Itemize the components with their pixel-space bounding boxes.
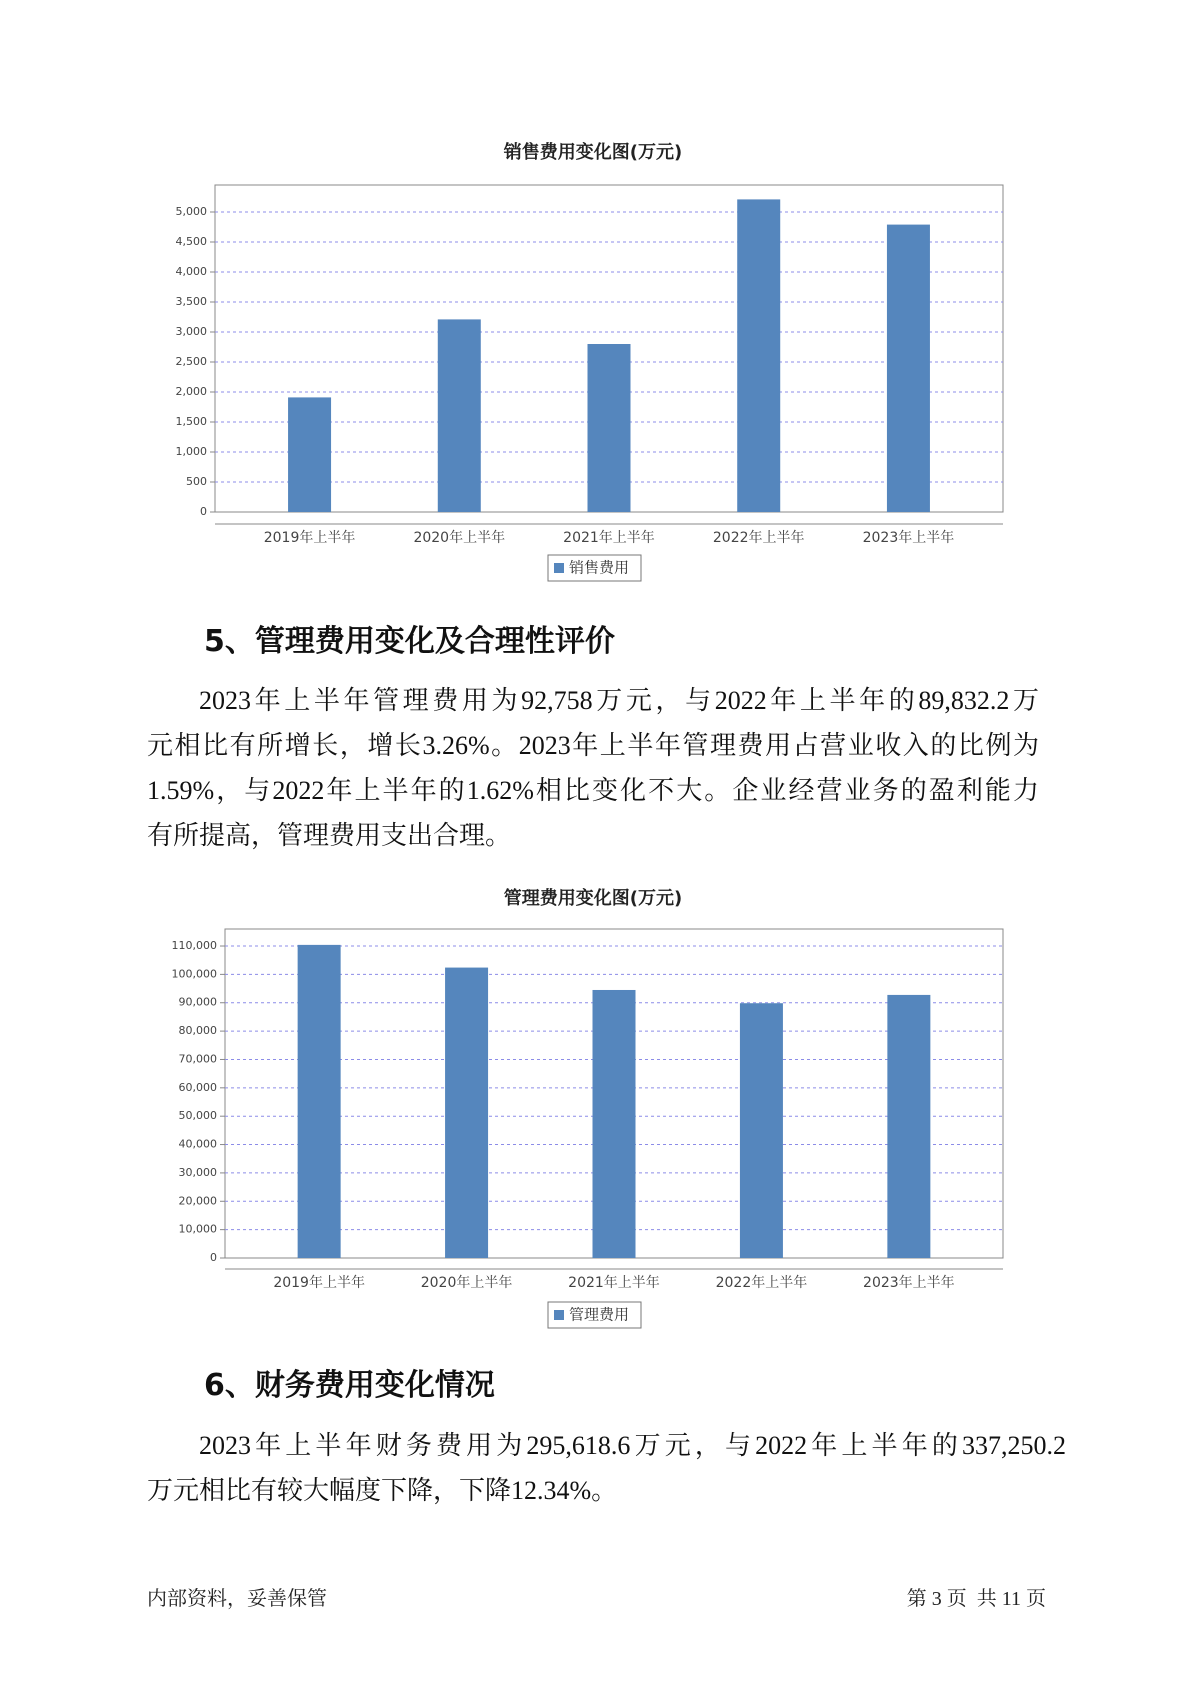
bar — [445, 968, 488, 1258]
bar — [887, 995, 930, 1258]
legend — [548, 555, 641, 581]
sales-expense-chart — [176, 141, 1004, 581]
y-tick-label: 1,500 — [175, 415, 207, 428]
y-tick-label: 60,000 — [178, 1080, 217, 1094]
y-tick-label: 4,000 — [175, 265, 207, 278]
legend-swatch — [554, 1310, 564, 1320]
bar — [593, 990, 636, 1258]
y-tick-label: 100,000 — [171, 967, 217, 981]
x-tick-label: 2019年上半年 — [263, 530, 356, 546]
y-tick-label: 10,000 — [178, 1222, 217, 1236]
x-tick-label: 2020年上半年 — [420, 1275, 513, 1291]
y-tick-label: 90,000 — [178, 995, 217, 1009]
paragraph-line: 元相比有所增长，增长3.26%。2023年上半年管理费用占营业收入的比例为 — [147, 731, 1039, 760]
section-5-paragraph — [147, 678, 1039, 858]
y-tick-label: 70,000 — [178, 1052, 217, 1066]
y-tick-label: 3,000 — [175, 325, 207, 338]
y-tick-label: 0 — [200, 505, 207, 518]
x-tick-label: 2021年上半年 — [563, 530, 655, 546]
y-tick-label: 80,000 — [178, 1024, 217, 1038]
bar — [288, 397, 331, 512]
section-5-heading: 5、管理费用变化及合理性评价 — [204, 624, 615, 659]
y-tick-label: 3,500 — [175, 295, 207, 308]
chart-title: 销售费用变化图(万元) — [503, 142, 683, 163]
paragraph-line: 1.59%，与2022年上半年的1.62%相比变化不大。企业经营业务的盈利能力 — [147, 776, 1039, 805]
x-tick-label: 2019年上半年 — [273, 1275, 365, 1291]
bar — [298, 945, 341, 1258]
x-tick-label: 2023年上半年 — [863, 1275, 955, 1291]
y-tick-label: 30,000 — [178, 1165, 217, 1179]
y-tick-label: 4,500 — [175, 235, 207, 248]
chart-title: 管理费用变化图(万元) — [503, 888, 683, 909]
x-tick-label: 2020年上半年 — [413, 530, 506, 546]
paragraph-line: 2023年上半年财务费用为295,618.6万元，与2022年上半年的337,250.2 — [199, 1431, 1066, 1460]
y-tick-label: 2,500 — [175, 355, 207, 368]
legend-label: 销售费用 — [569, 558, 630, 577]
x-tick-label: 2022年上半年 — [715, 1275, 808, 1291]
paragraph-line: 有所提高，管理费用支出合理。 — [147, 821, 512, 850]
admin-expense-chart — [172, 887, 1004, 1328]
bar — [737, 199, 780, 512]
x-tick-label: 2021年上半年 — [568, 1275, 660, 1291]
y-tick-label: 50,000 — [178, 1109, 217, 1123]
bar — [438, 319, 481, 512]
y-tick-label: 0 — [210, 1251, 217, 1264]
x-tick-label: 2023年上半年 — [862, 530, 955, 546]
footer-confidential-note: 内部资料，妥善保管 — [147, 1588, 327, 1610]
legend-swatch — [554, 563, 564, 573]
paragraph-line: 2023年上半年管理费用为92,758万元，与2022年上半年的89,832.2万 — [199, 686, 1039, 715]
y-tick-label: 500 — [186, 475, 207, 488]
y-tick-label: 40,000 — [178, 1137, 217, 1151]
legend-label: 管理费用 — [569, 1305, 630, 1324]
bar — [740, 1003, 783, 1258]
y-tick-label: 20,000 — [178, 1194, 217, 1208]
y-tick-label: 110,000 — [171, 939, 217, 953]
section-6-heading: 6、财务费用变化情况 — [204, 1368, 495, 1403]
y-tick-label: 2,000 — [175, 385, 207, 398]
bar — [588, 344, 631, 512]
footer-page-number: 第 3 页 共 11 页 — [906, 1588, 1046, 1610]
paragraph-line: 万元相比有较大幅度下降，下降12.34%。 — [147, 1476, 618, 1505]
x-tick-label: 2022年上半年 — [712, 530, 805, 546]
section-6-paragraph — [147, 1423, 1066, 1513]
legend — [548, 1302, 641, 1328]
bar — [887, 225, 930, 512]
y-tick-label: 5,000 — [175, 205, 207, 218]
y-tick-label: 1,000 — [175, 445, 207, 458]
